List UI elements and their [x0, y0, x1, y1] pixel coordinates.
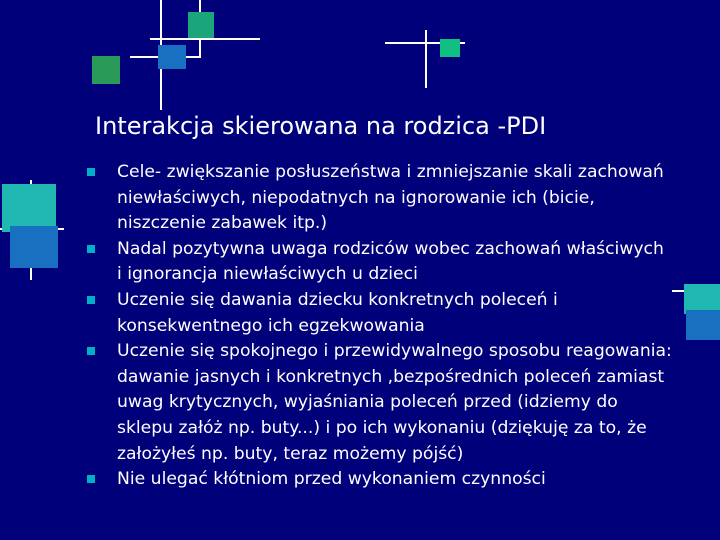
decor-square-green-top [188, 12, 214, 38]
bullet-text: Nadal pozytywna uwaga rodziców wobec zachowań właściwych i ignorancja niewłaściwych u dzieci [117, 238, 664, 285]
bullet-square-icon [87, 475, 95, 483]
decor-line-v3 [425, 30, 427, 88]
bullet-text: Uczenie się spokojnego i przewidywalnego sposobu reagowania: dawanie jasnych i konkretnych ,bezpośrednich poleceń zamiast uwag krytycznych, wyjaśniania poleceń przed (idziemy do sklepu załóż np. buty...) i po ich wykonaniu (dziękuję za to, że założyłeś np. buty, teraz możemy pójść) [117, 341, 672, 464]
bullet-list [83, 160, 673, 493]
decor-square-lime [440, 39, 460, 57]
bullet-item [83, 467, 673, 493]
bullet-item [83, 237, 673, 288]
decor-square-blue-left2 [10, 226, 58, 268]
bullet-text: Uczenie się dawania dziecku konkretnych poleceń i konsekwentnego ich egzekwowania [117, 289, 558, 336]
bullet-text: Cele- zwiększanie posłuszeństwa i zmniejszanie skali zachowań niewłaściwych, niepodatnych na ignorowanie ich (bicie, niszczenie zabawek itp.) [117, 162, 664, 234]
decor-square-blue-right [686, 310, 720, 340]
decor-square-teal-left [2, 184, 56, 232]
bullet-text: Nie ulegać kłótniom przed wykonaniem czynności [117, 469, 546, 490]
bullet-item [83, 160, 673, 237]
bullet-square-icon [87, 245, 95, 253]
slide-title: Interakcja skierowana na rodzica -PDI [95, 112, 547, 140]
decor-line-h2 [150, 38, 260, 40]
bullet-square-icon [87, 296, 95, 304]
bullet-square-icon [87, 347, 95, 355]
bullet-item [83, 288, 673, 339]
decor-square-green-mid [92, 56, 120, 84]
bullet-square-icon [87, 168, 95, 176]
bullet-item [83, 339, 673, 467]
decor-square-blue-left [158, 45, 186, 69]
